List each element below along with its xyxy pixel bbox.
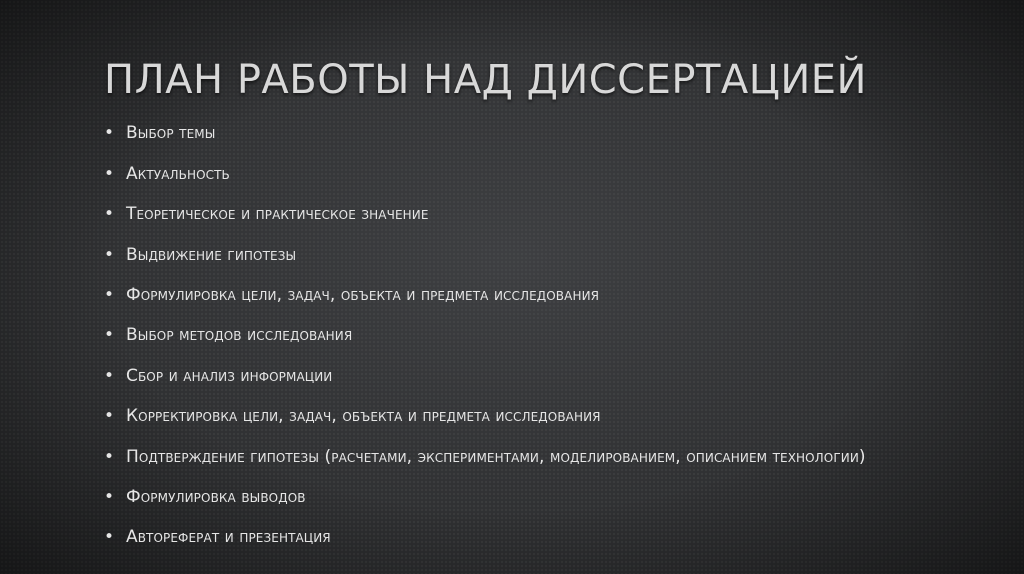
bullet-icon: • [104, 244, 115, 265]
bullet-text: Выбор темы [126, 123, 216, 144]
bullet-item [104, 484, 894, 510]
bullet-item [104, 120, 894, 146]
bullet-item [104, 524, 894, 550]
bullet-text: Теоретическое и практическое значение [126, 204, 429, 225]
bullet-text: Автореферат и презентация [126, 527, 331, 548]
bullet-icon: • [104, 204, 115, 225]
bullet-text: Корректировка цели, задач, объекта и предмета исследования [126, 406, 601, 427]
bullet-item [104, 201, 894, 227]
bullet-icon: • [104, 365, 115, 386]
bullet-item [104, 363, 894, 389]
bullet-icon: • [104, 284, 115, 305]
bullet-text: Сбор и анализ информации [126, 365, 333, 386]
bullet-item [104, 444, 894, 470]
slide-title: ПЛАН РАБОТЫ НАД ДИССЕРТАЦИЕЙ [104, 57, 867, 103]
bullet-item [104, 282, 894, 308]
bullet-icon: • [104, 446, 115, 467]
bullet-icon: • [104, 123, 115, 144]
bullet-icon: • [104, 527, 115, 548]
bullet-text: Выдвижение гипотезы [126, 244, 297, 265]
bullet-item [104, 403, 894, 429]
bullet-text: Формулировка выводов [126, 486, 306, 507]
bullet-text: Формулировка цели, задач, объекта и предмета исследования [126, 284, 600, 305]
bullet-item [104, 242, 894, 268]
bullet-icon: • [104, 163, 115, 184]
bullet-text: Подтверждение гипотезы (расчетами, экспериментами, моделированием, описанием технологии) [126, 446, 866, 467]
bullet-icon: • [104, 325, 115, 346]
bullet-icon: • [104, 406, 115, 427]
bullet-item [104, 322, 894, 348]
bullet-list [104, 106, 894, 550]
bullet-text: Выбор методов исследования [126, 325, 353, 346]
bullet-icon: • [104, 486, 115, 507]
bullet-item [104, 161, 894, 187]
bullet-text: Актуальность [126, 163, 230, 184]
